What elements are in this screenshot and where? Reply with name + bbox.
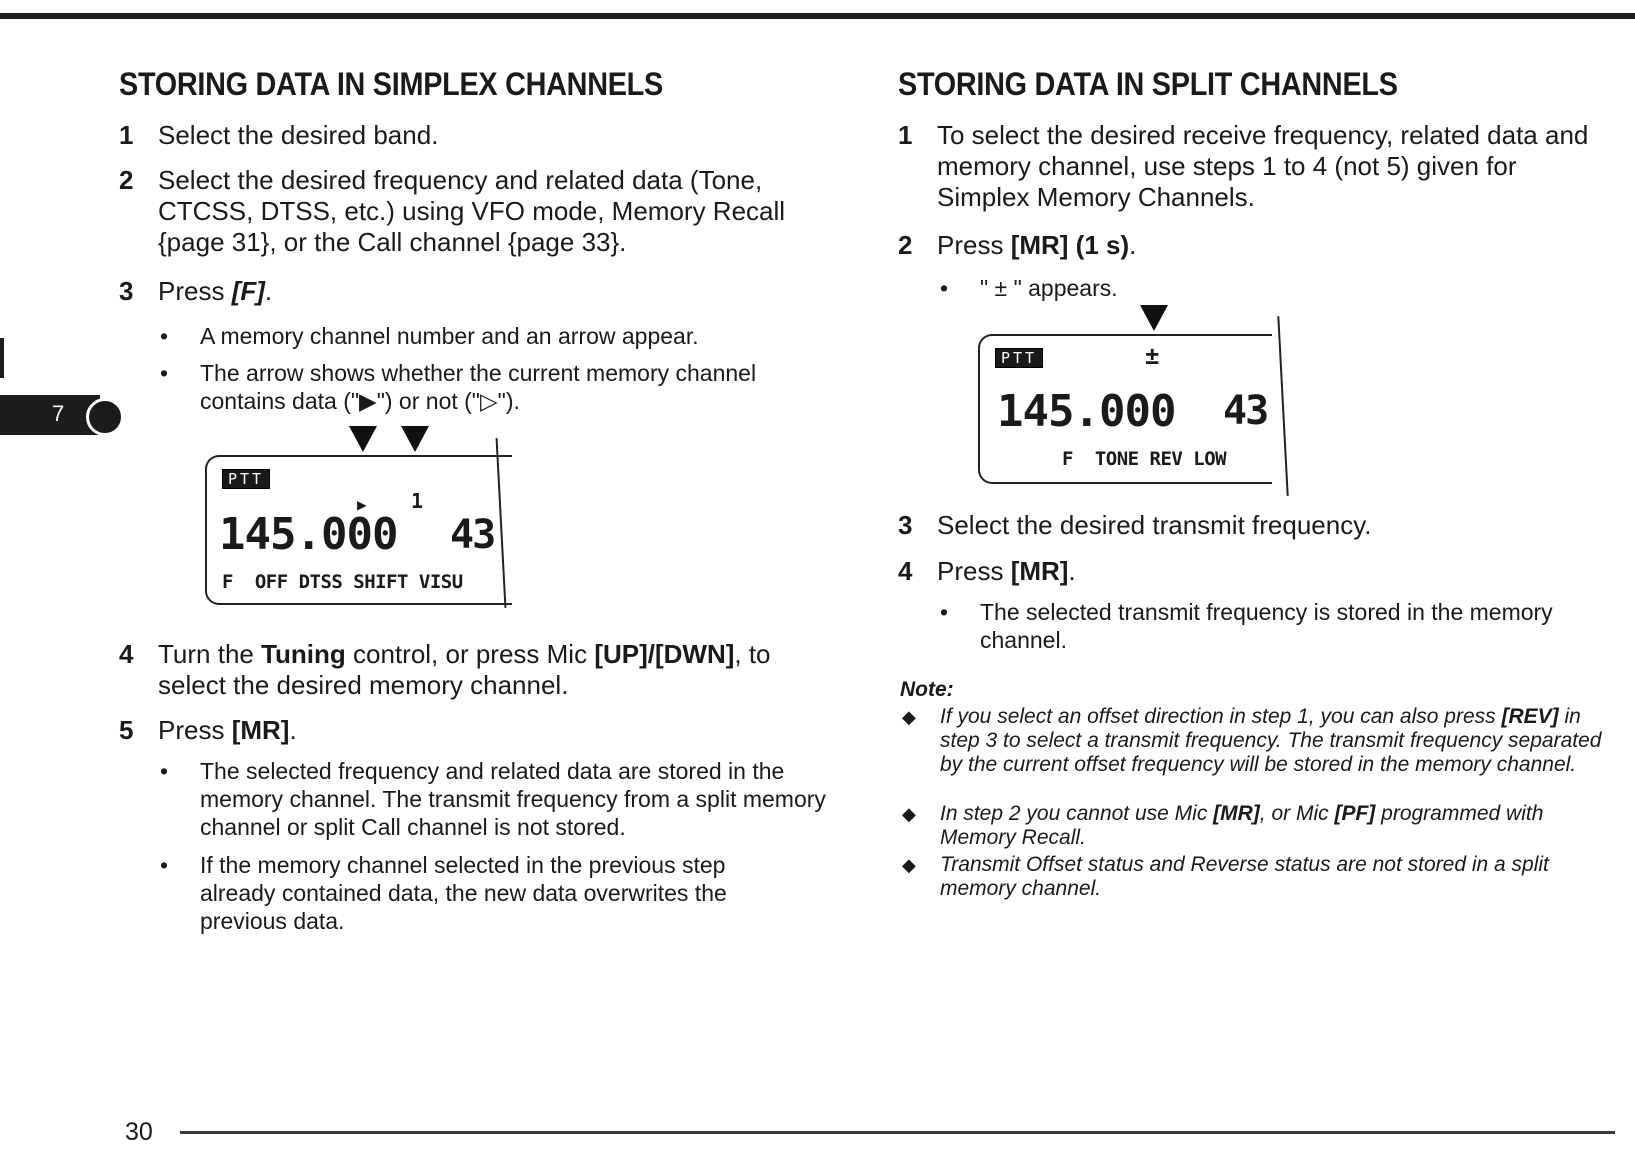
left-step-4 — [119, 639, 839, 701]
right-step-2 — [898, 230, 1618, 261]
right-column — [898, 66, 1618, 103]
step-text: Select the desired band. — [158, 120, 439, 150]
left-step-1 — [119, 120, 839, 151]
step-number: 2 — [898, 230, 913, 260]
frequency-readout: 145.000 — [219, 509, 398, 560]
step-number: 1 — [119, 120, 134, 150]
top-rule — [0, 13, 1635, 19]
left-column — [119, 66, 839, 103]
step-text: To select the desired receive frequency, related data and memory channel, use steps 1 to 4 (not 5) given for Simplex Memory Channels. — [937, 120, 1589, 212]
bullet-text: If the memory channel selected in the previous step already contained data, the new data overwrites the previous data. — [200, 852, 727, 934]
ptt-indicator: PTT — [222, 469, 270, 489]
bullet-text: The selected transmit frequency is stored in the memory channel. — [980, 599, 1553, 653]
note-item-2: ◆ In step 2 you cannot use Mic [MR], or Mic [PF] programmed with Memory Recall. — [902, 802, 1617, 850]
left-edge-bar — [0, 338, 4, 378]
lcd-display-split — [978, 334, 1272, 484]
lcd-function-labels: F TONE REV LOW — [1062, 448, 1227, 470]
lcd-display-simplex — [205, 455, 512, 605]
step-text: Press [MR] (1 s). — [937, 230, 1137, 260]
step-text: Press [MR]. — [158, 715, 297, 745]
note-item-3: ◆ Transmit Offset status and Reverse status are not stored in a split memory channel. — [902, 853, 1617, 901]
bullet-text: The arrow shows whether the current memory channel contains data ("▶") or not ("▷"). — [200, 360, 757, 414]
pointer-arrow-icon — [401, 426, 429, 452]
left-step5-bullet-2: • If the memory channel selected in the previous step already contained data, the new data overwrites the previous data. — [160, 851, 830, 935]
chapter-tab-dot — [86, 398, 124, 436]
data-arrow-icon: ▶ — [357, 495, 367, 514]
right-step4-bullet: • The selected transmit frequency is stored in the memory channel. — [940, 598, 1620, 654]
right-section-title: STORING DATA IN SPLIT CHANNELS — [898, 66, 1398, 102]
plus-minus-indicator: ± — [1145, 342, 1160, 370]
note-text: If you select an offset direction in step 1, you can also press [REV] in step 3 to select a transmit frequency. The transmit frequency separated by the current offset frequency will be stored in the memory channel. — [940, 705, 1602, 776]
step-text: Press [F]. — [158, 276, 273, 306]
left-step5-bullet-1: • The selected frequency and related data are stored in the memory channel. The transmit frequency from a split memory channel or split Call channel is not stored. — [160, 757, 830, 841]
chapter-tab-number: 7 — [52, 401, 65, 426]
right-step2-bullet: • " ± " appears. — [940, 274, 1540, 302]
lcd-function-labels: F OFF DTSS SHIFT VISU — [222, 571, 463, 593]
step-number: 1 — [898, 120, 913, 150]
ptt-indicator: PTT — [995, 348, 1043, 368]
step-number: 4 — [119, 639, 134, 669]
frequency-readout: 145.000 — [997, 386, 1176, 437]
left-step-3 — [119, 276, 839, 307]
chapter-tab — [0, 395, 100, 435]
bullet-text: A memory channel number and an arrow appear. — [200, 323, 699, 349]
memory-channel-mark: 1 — [411, 489, 424, 513]
right-step-1 — [898, 120, 1618, 213]
bottom-rule — [180, 1131, 1615, 1134]
left-step-5 — [119, 715, 839, 746]
right-step-4 — [898, 556, 1618, 587]
step-number: 3 — [119, 276, 134, 306]
lcd-cut-edge — [1277, 316, 1288, 496]
bullet-text: " ± " appears. — [980, 275, 1118, 301]
note-item-1: ◆ If you select an offset direction in step 1, you can also press [REV] in step 3 to select a transmit frequency. The transmit frequency separated by the current offset frequency will be stored in the memory channel. — [902, 705, 1617, 777]
step-number: 2 — [119, 165, 134, 195]
bullet-text: The selected frequency and related data are stored in the memory channel. The transmit frequency from a split memory channel or split Call channel is not stored. — [200, 758, 826, 840]
note-title: Note: — [900, 678, 954, 701]
channel-readout: 43 — [1223, 388, 1268, 434]
step-number: 4 — [898, 556, 913, 586]
left-step-2 — [119, 165, 839, 258]
step-text: Select the desired transmit frequency. — [937, 510, 1372, 540]
left-section-title: STORING DATA IN SIMPLEX CHANNELS — [119, 66, 663, 102]
page-number: 30 — [125, 1118, 153, 1146]
channel-readout: 43 — [450, 512, 495, 558]
note-text: Transmit Offset status and Reverse status are not stored in a split memory channel. — [940, 853, 1549, 900]
right-step-3 — [898, 510, 1618, 541]
note-text: In step 2 you cannot use Mic [MR], or Mic [PF] programmed with Memory Recall. — [940, 802, 1544, 849]
left-step3-bullet-1: • A memory channel number and an arrow appear. — [160, 322, 810, 350]
step-number: 5 — [119, 715, 134, 745]
step-text: Select the desired frequency and related data (Tone, CTCSS, DTSS, etc.) using VFO mode, Memory Recall {page 31}, or the Call channel {page 33}. — [158, 165, 786, 257]
step-text: Press [MR]. — [937, 556, 1076, 586]
step-text: Turn the Tuning control, or press Mic [UP]/[DWN], to select the desired memory channel. — [158, 639, 771, 700]
pointer-arrow-icon — [1140, 305, 1168, 331]
step-number: 3 — [898, 510, 913, 540]
pointer-arrow-icon — [349, 426, 377, 452]
left-step3-bullet-2: • The arrow shows whether the current memory channel contains data ("▶") or not ("▷"). — [160, 359, 810, 415]
